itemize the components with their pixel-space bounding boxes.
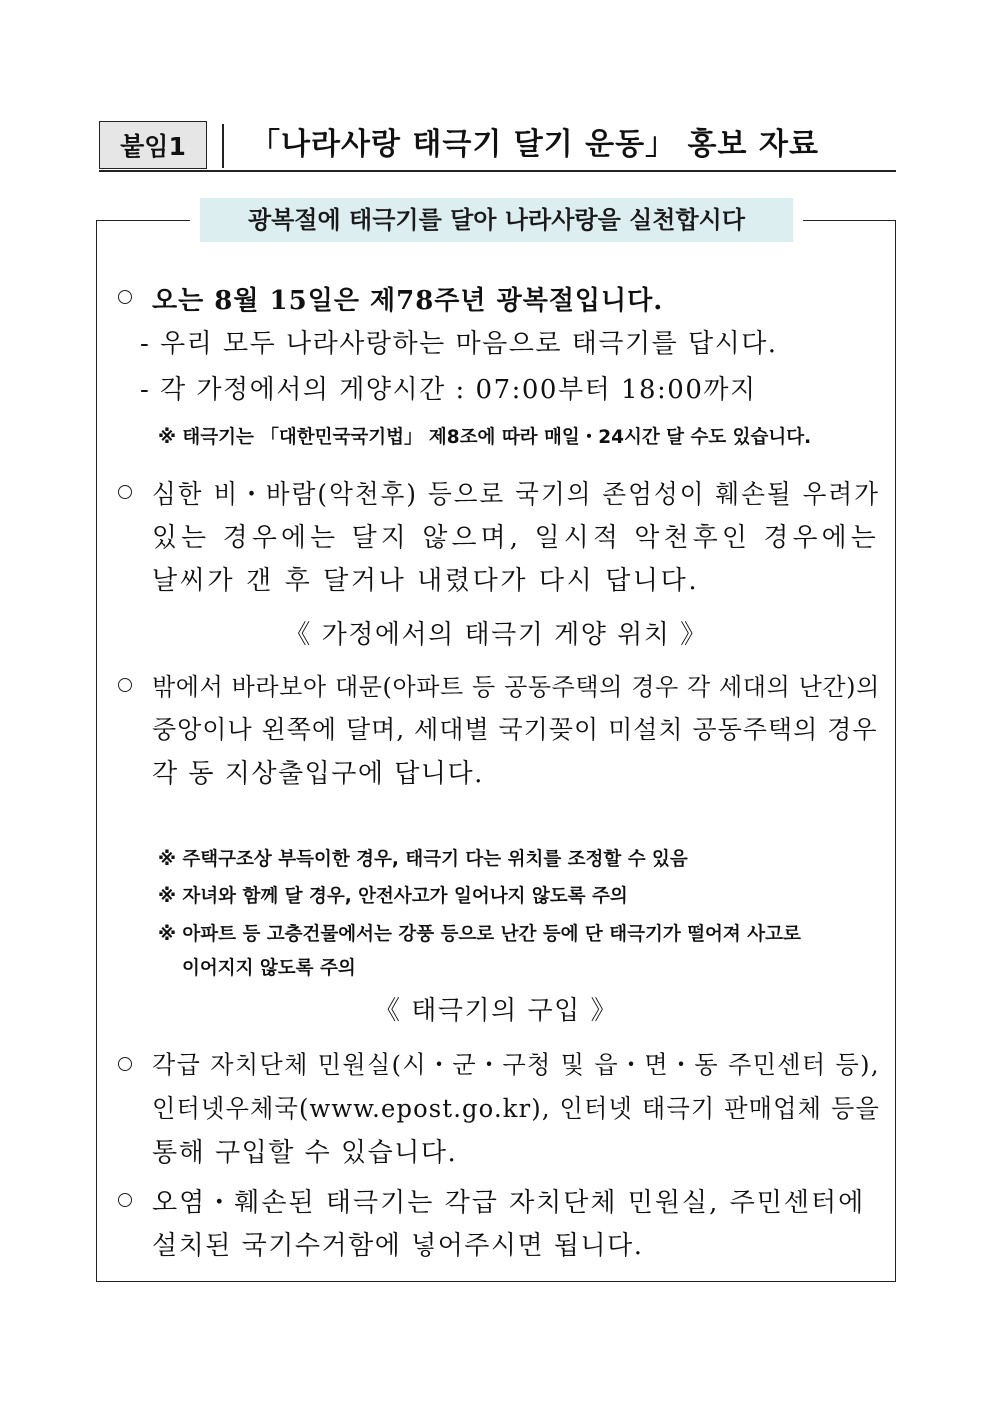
paragraph-1-main: 오는 8월 15일은 제78주년 광복절입니다.: [152, 286, 664, 316]
paragraph-1-dash-2: - 각 가정에서의 게양시간 : 07:00부터 18:00까지: [140, 375, 757, 405]
paragraph-1-dash-1: - 우리 모두 나라사랑하는 마음으로 태극기를 답시다.: [140, 329, 778, 359]
paragraph-5-line-2: 설치된 국기수거함에 넣어주시면 됩니다.: [152, 1231, 644, 1261]
note-high-rise-cont: 이어지지 않도록 주의: [182, 958, 356, 979]
header-divider: [222, 124, 224, 168]
note-children-safety: ※ 자녀와 함께 달 경우, 안전사고가 일어나지 않도록 주의: [158, 886, 628, 907]
paragraph-3-line-1: 밖에서 바라보아 대문(아파트 등 공동주택의 경우 각 세대의 난간)의: [152, 673, 880, 701]
paragraph-3-line-3: 각 동 지상출입구에 답니다.: [152, 759, 484, 789]
attachment-label: 붙임1: [99, 121, 207, 169]
note-high-rise: ※ 아파트 등 고층건물에서는 강풍 등으로 난간 등에 단 태극기가 떨어져 사고로: [158, 924, 801, 945]
bullet-circle-icon: [118, 1193, 132, 1207]
paragraph-4-line-2: 인터넷우체국(www.epost.go.kr), 인터넷 태극기 판매업체 등을: [152, 1094, 881, 1123]
paragraph-5-line-1: 오염・훼손된 태극기는 각급 자치단체 민원실, 주민센터에: [152, 1188, 866, 1218]
bullet-circle-icon: [118, 485, 132, 499]
bullet-circle-icon: [118, 678, 132, 692]
document-title: 「나라사랑 태극기 달기 운동」 홍보 자료: [250, 127, 819, 162]
bullet-circle-icon: [118, 1057, 132, 1071]
bullet-circle-icon: [118, 290, 132, 304]
section-title-purchase: 《 태극기의 구입 》: [374, 996, 618, 1026]
paragraph-2-line-2: 있는 경우에는 달지 않으며, 일시적 악천후인 경우에는: [152, 523, 880, 553]
title-underline: [99, 170, 896, 172]
section-title-location: 《 가정에서의 태극기 게양 위치 》: [284, 620, 708, 650]
paragraph-1-note: ※ 태극기는 「대한민국국기법」 제8조에 따라 매일・24시간 달 수도 있습니다.: [158, 427, 812, 448]
paragraph-2-line-3: 날씨가 갠 후 달거나 내렸다가 다시 답니다.: [152, 566, 700, 596]
paragraph-4-line-3: 통해 구입할 수 있습니다.: [152, 1138, 458, 1168]
note-structure: ※ 주택구조상 부득이한 경우, 태극기 다는 위치를 조정할 수 있음: [158, 849, 688, 870]
paragraph-3-line-2: 중앙이나 왼쪽에 달며, 세대별 국기꽂이 미설치 공동주택의 경우: [152, 715, 878, 744]
box-title: 광복절에 태극기를 달아 나라사랑을 실천합시다: [200, 198, 793, 242]
paragraph-4-line-1: 각급 자치단체 민원실(시・군・구청 및 읍・면・동 주민센터 등),: [152, 1050, 880, 1079]
paragraph-2-line-1: 심한 비・바람(악천후) 등으로 국기의 존엄성이 훼손될 우려가: [152, 480, 880, 510]
